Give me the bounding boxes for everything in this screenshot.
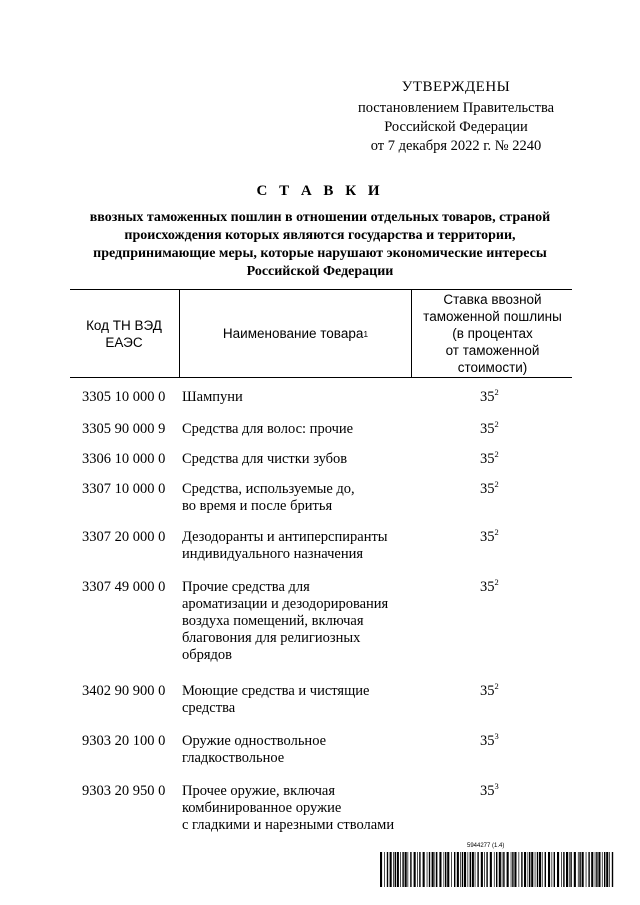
row-name (182, 451, 414, 468)
document-subtitle: ввозных таможенных пошлин в отношении отдельных товаров, страной происхождения которых являются государства и территории, предпринимающие меры, которые нарушают экономические интересы Российской Федерации (89, 210, 551, 279)
row-code: 3307 20 000 0 (82, 529, 166, 545)
header-code-line-1: Код ТН ВЭД (86, 317, 162, 333)
row-name-line: во время и после бритья (182, 498, 333, 514)
row-rate (480, 421, 520, 438)
row-rate (480, 481, 520, 498)
row-name-line: комбинированное оружие (182, 800, 342, 816)
header-code-line-2: ЕАЭС (105, 334, 143, 350)
header-name-text: Наименование товара (222, 326, 364, 341)
row-rate-footnote: 2 (494, 577, 499, 587)
row-code: 3307 49 000 0 (82, 579, 166, 595)
row-rate-value: 35 (480, 389, 495, 405)
row-name (182, 579, 414, 664)
header-rate-line-3: (в процентах (452, 326, 533, 341)
row-name-line: средства (182, 700, 236, 716)
row-name (182, 683, 414, 717)
row-name-line: Дезодоранты и антиперспиранты (182, 529, 388, 545)
row-code: 9303 20 100 0 (82, 733, 166, 749)
header-rate-line-5: стоимости) (457, 360, 528, 375)
approval-heading: УТВЕРЖДЕНЫ (401, 79, 511, 95)
row-name-line: Средства для чистки зубов (182, 451, 348, 467)
row-name-line: гладкоствольное (182, 750, 285, 766)
row-name-line: благовония для религиозных (182, 630, 361, 646)
row-code: 3305 90 000 9 (82, 421, 166, 437)
row-rate-value: 35 (480, 579, 495, 595)
row-rate-footnote: 2 (494, 681, 499, 691)
row-rate-footnote: 2 (494, 527, 499, 537)
approval-block (340, 78, 572, 156)
row-name-line: воздуха помещений, включая (182, 613, 364, 629)
row-name-line: с гладкими и нарезными стволами (182, 817, 395, 833)
approval-line-2: Российской Федерации (384, 119, 528, 135)
row-name-line: Прочие средства для (182, 579, 310, 595)
rates-table (70, 289, 572, 833)
row-rate-value: 35 (480, 683, 495, 699)
header-name: Наименование товара 1 (179, 290, 411, 377)
row-rate-value: 35 (480, 529, 495, 545)
row-rate-value: 35 (480, 783, 495, 799)
row-rate-footnote: 2 (494, 479, 499, 489)
table-header (70, 289, 572, 378)
row-name (182, 481, 414, 515)
header-rate-line-2: таможенной пошлины (423, 309, 562, 324)
row-rate (480, 783, 520, 800)
row-name-line: индивидуального назначения (182, 546, 364, 562)
row-rate-footnote: 3 (494, 731, 499, 741)
barcode-label: 5944277 (1.4) (467, 843, 505, 849)
approval-line-3: от 7 декабря 2022 г. № 2240 (370, 138, 542, 154)
row-name (182, 529, 414, 563)
row-rate (480, 579, 520, 596)
header-rate-line-1: Ставка ввозной (443, 292, 542, 307)
row-name-line: Средства, используемые до, (182, 481, 355, 497)
document-title: С Т А В К И (256, 183, 384, 199)
row-rate-value: 35 (480, 733, 495, 749)
row-name-line: Прочее оружие, включая (182, 783, 336, 799)
row-code: 3307 10 000 0 (82, 481, 166, 497)
row-name-line: обрядов (182, 647, 233, 663)
row-rate (480, 683, 520, 700)
row-name-line: ароматизации и дезодорирования (182, 596, 389, 612)
header-rate (411, 290, 573, 377)
row-code: 3305 10 000 0 (82, 389, 166, 405)
row-name-line: Средства для волос: прочие (182, 421, 354, 437)
row-name-line: Оружие одноствольное (182, 733, 327, 749)
row-code: 3402 90 900 0 (82, 683, 166, 699)
row-name (182, 783, 414, 834)
barcode-image (380, 852, 615, 887)
row-rate-footnote: 3 (494, 781, 499, 791)
row-rate (480, 451, 520, 468)
row-name (182, 389, 414, 406)
approval-line-1: постановлением Правительства (357, 100, 555, 116)
header-rate-line-4: от таможенной (445, 343, 540, 358)
row-code: 3306 10 000 0 (82, 451, 166, 467)
row-rate (480, 733, 520, 750)
row-rate-footnote: 2 (494, 419, 499, 429)
row-code: 9303 20 950 0 (82, 783, 166, 799)
row-rate-value: 35 (480, 421, 495, 437)
row-rate-value: 35 (480, 481, 495, 497)
row-rate-footnote: 2 (494, 449, 499, 459)
row-rate (480, 529, 520, 546)
row-rate-value: 35 (480, 451, 495, 467)
row-name-line: Моющие средства и чистящие (182, 683, 370, 699)
row-name-line: Шампуни (182, 389, 243, 405)
row-rate-footnote: 2 (494, 387, 499, 397)
header-code (70, 290, 178, 377)
row-name (182, 733, 414, 767)
row-rate (480, 389, 520, 406)
row-name (182, 421, 414, 438)
